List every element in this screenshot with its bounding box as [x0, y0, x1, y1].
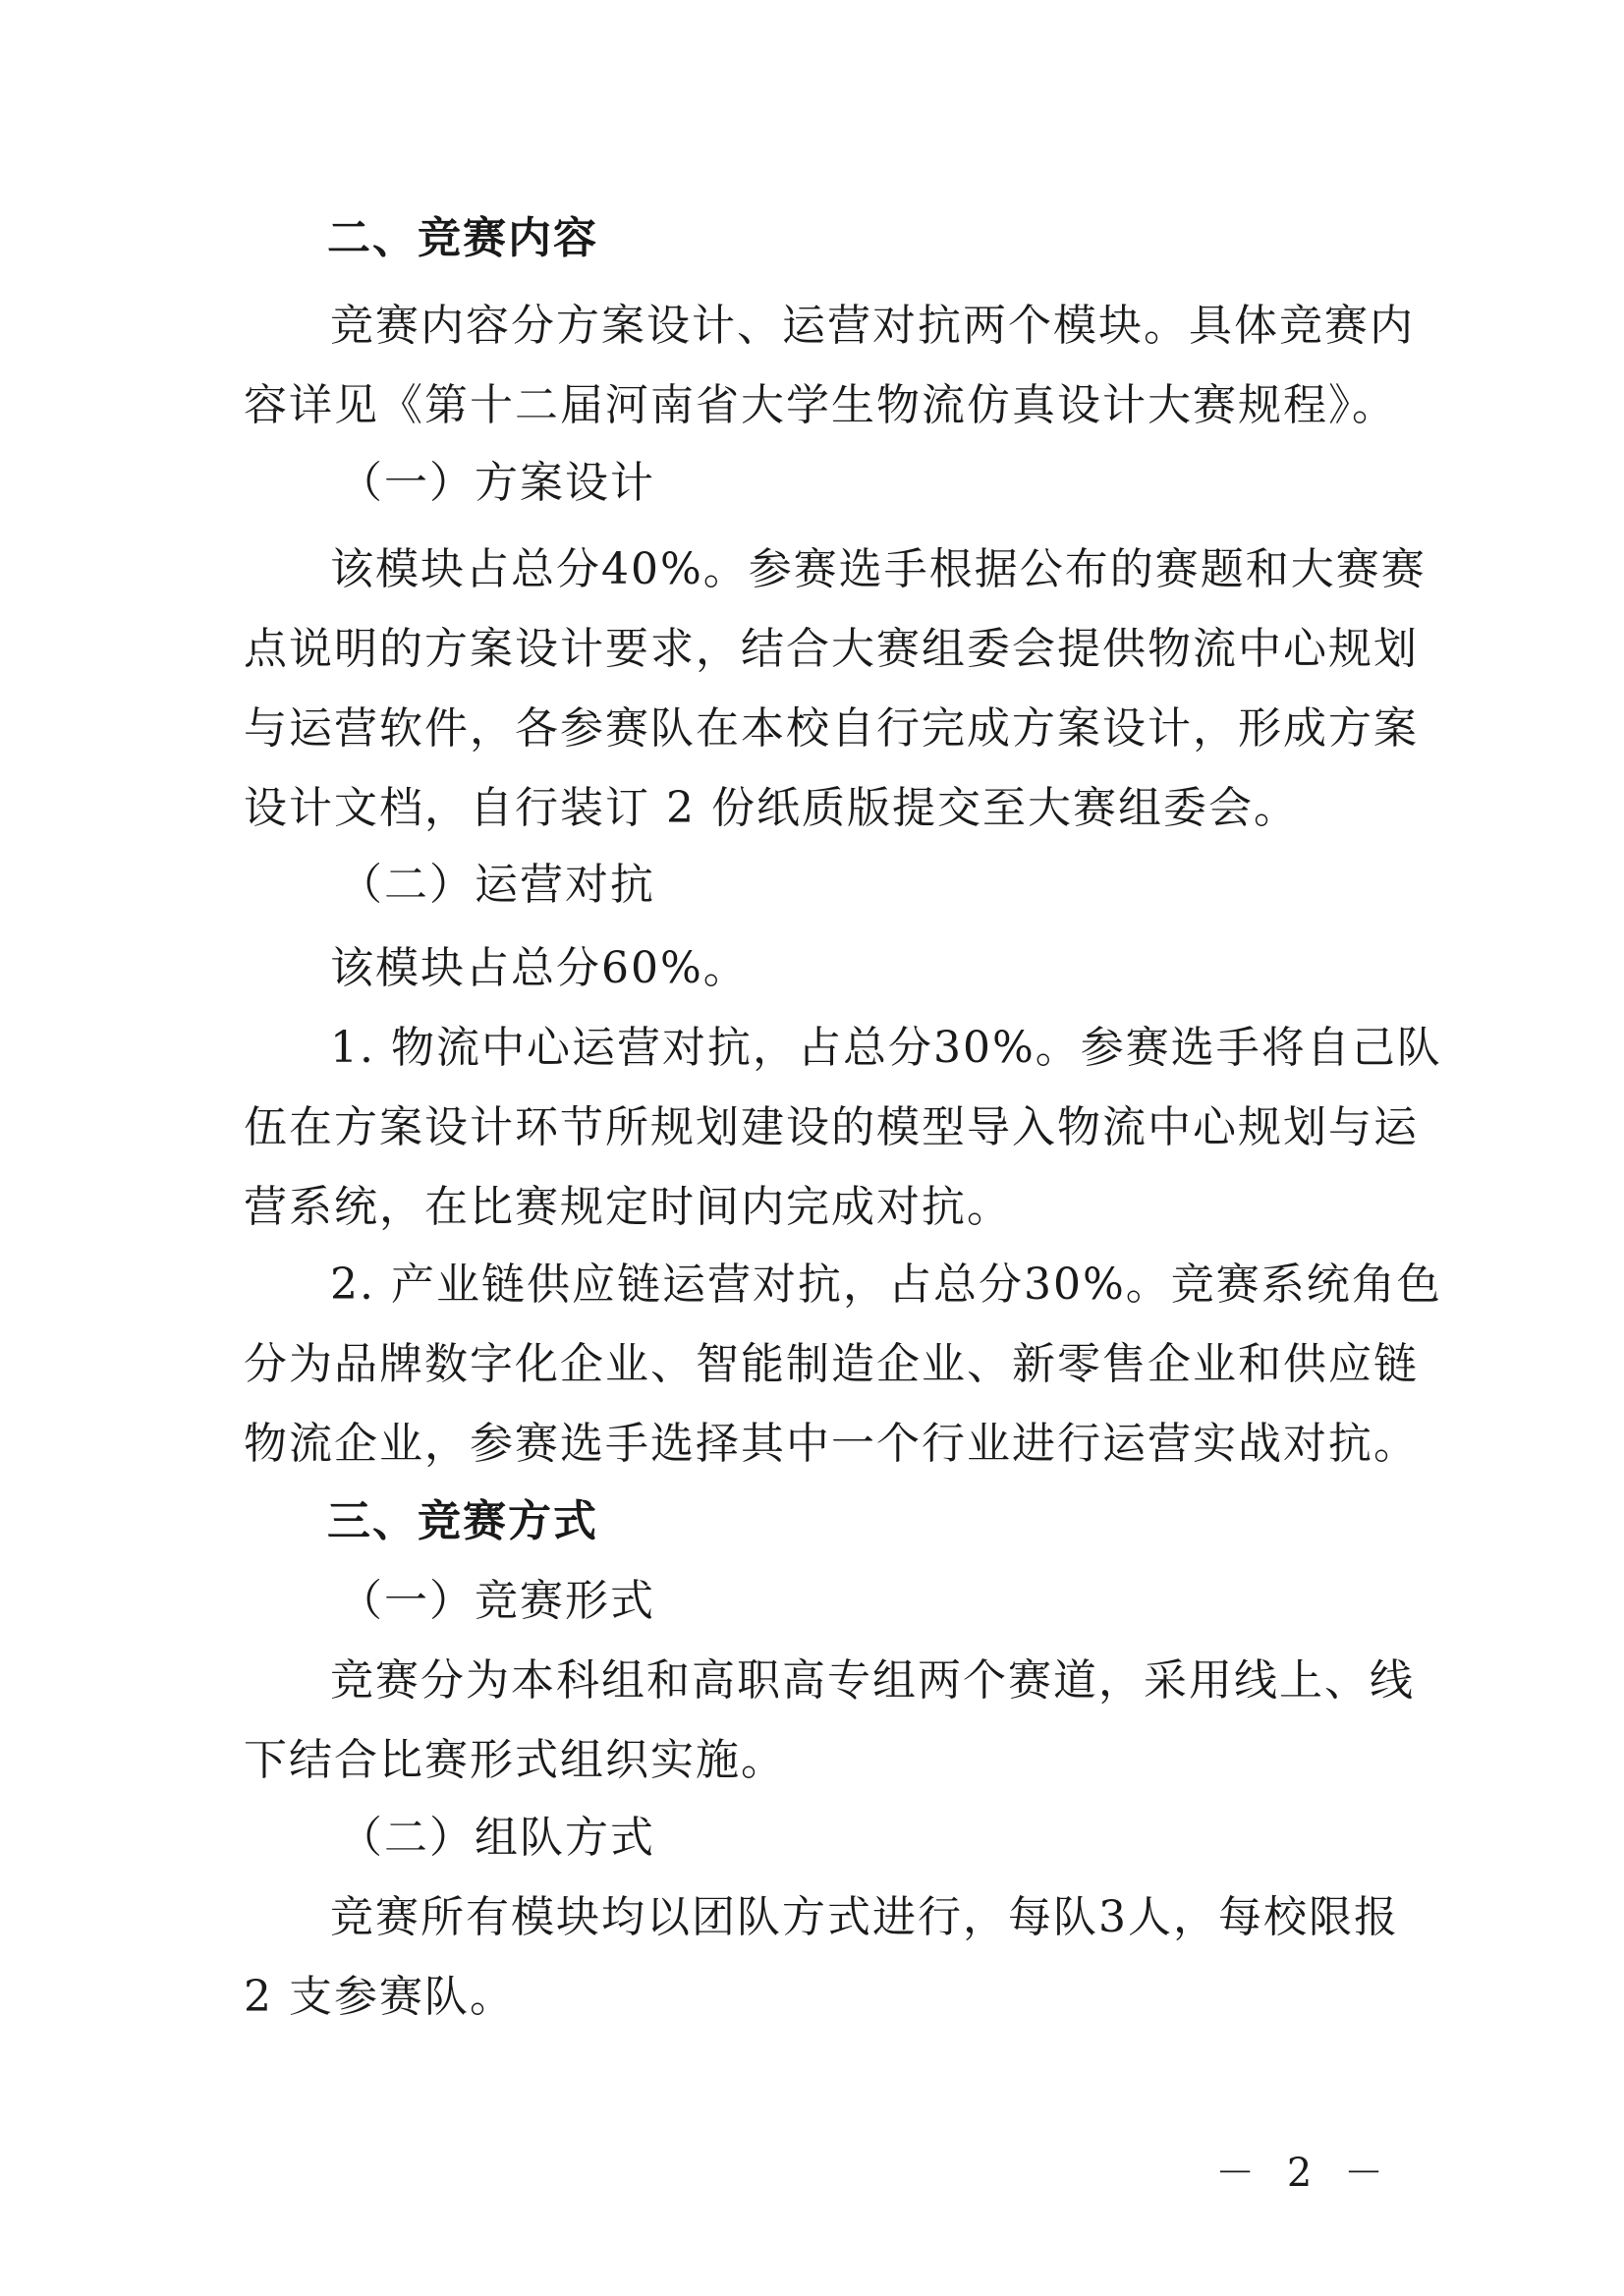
subsection-design-body	[244, 530, 1427, 848]
text-line: 竞赛分为本科组和高职高专组两个赛道，采用线上、线	[330, 1655, 1415, 1706]
text-line: 竞赛内容分方案设计、运营对抗两个模块。具体竞赛内	[330, 301, 1415, 351]
subsection-title-design: （一）方案设计	[339, 458, 655, 508]
text-line: 分为品牌数字化企业、智能制造企业、新零售企业和供应链	[244, 1339, 1419, 1389]
subsection-title-format: （一）竞赛形式	[339, 1576, 655, 1626]
operation-item-2	[244, 1245, 1442, 1484]
text-line: 点说明的方案设计要求，结合大赛组委会提供物流中心规划	[244, 624, 1419, 674]
section-heading-2: 二、竞赛内容	[327, 213, 598, 263]
text-line: 营系统，在比赛规定时间内完成对抗。	[244, 1182, 1012, 1232]
page-number: － 2 －	[1215, 2151, 1393, 2196]
subsection-team-body	[244, 1877, 1399, 2037]
text-line: 容详见《第十二届河南省大学生物流仿真设计大赛规程》。	[244, 380, 1397, 430]
text-line: 1. 物流中心运营对抗，占总分30%。参赛选手将自己队	[330, 1023, 1442, 1073]
text-line: 伍在方案设计环节所规划建设的模型导入物流中心规划与运	[244, 1102, 1419, 1152]
text-line: 下结合比赛形式组织实施。	[244, 1735, 786, 1785]
text-line: 该模块占总分40%。参赛选手根据公布的赛题和大赛赛	[330, 544, 1427, 594]
text-line: 2 支参赛队。	[244, 1972, 515, 2022]
section-heading-3: 三、竞赛方式	[327, 1496, 598, 1546]
subsection-format-body	[244, 1641, 1415, 1800]
subsection-operation-intro	[244, 928, 1395, 1008]
subsection-title-operation: （二）运营对抗	[339, 860, 655, 910]
operation-item-1	[244, 1008, 1442, 1247]
text-line: 该模块占总分60%。	[330, 943, 749, 993]
text-line: 2. 产业链供应链运营对抗，占总分30%。竞赛系统角色	[330, 1260, 1442, 1310]
subsection-title-team: （二）组队方式	[339, 1813, 655, 1863]
text-line: 竞赛所有模块均以团队方式进行，每队3人，每校限报	[330, 1892, 1399, 1942]
text-line: 物流企业，参赛选手选择其中一个行业进行运营实战对抗。	[244, 1419, 1419, 1469]
text-line: 与运营软件，各参赛队在本校自行完成方案设计，形成方案	[244, 703, 1419, 754]
text-line: 设计文档，自行装订 2 份纸质版提交至大赛组委会。	[244, 783, 1299, 833]
section-2-intro	[244, 286, 1415, 445]
